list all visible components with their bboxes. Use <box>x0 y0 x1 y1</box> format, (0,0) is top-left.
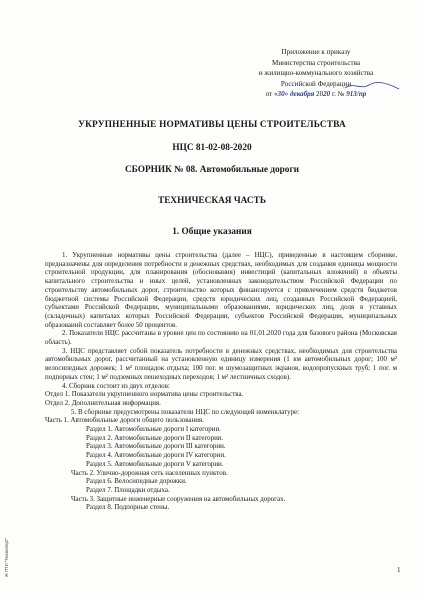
list-item: 5. В сборнике предусмотрены показатели НЦС по следующей номенклатуре: <box>71 407 300 416</box>
list-item: Раздел 6. Велосипедные дорожки. <box>86 477 187 486</box>
page-number: 1 <box>397 566 401 574</box>
document-body <box>45 251 397 512</box>
document-code: НЦС 81-02-08-2020 <box>172 143 252 153</box>
date-prefix: от « <box>265 90 278 99</box>
list-item: Часть 1. Автомобильные дороги общего пользования. <box>45 416 204 425</box>
year-suffix: г. № <box>330 90 345 99</box>
paragraph-2: 2. Показатели НЦС рассчитаны в уровне цен по состоянию на 01.01.2020 года для базового района (Московская область). <box>45 329 397 347</box>
document-main-title: УКРУПНЕННЫЕ НОРМАТИВЫ ЦЕНЫ СТРОИТЕЛЬСТВА <box>78 120 346 130</box>
approval-line-1: Приложение к приказу <box>281 48 351 56</box>
collection-title: СБОРНИК № 08. Автомобильные дороги <box>124 165 300 175</box>
section-title: 1. Общие указания <box>172 227 252 237</box>
paragraph-3: 3. НЦС представляет собой показатель потребности в денежных средствах, необходимых для строительства автомобильных дорог, рассчитанный на установленную единицу измерения (1 км автомобильных дорог; 100 м² велосипедных дорожек; 1 м² площадок отдыха; 100 пог. м шумозащитных экранов, водопропускных труб; 1 пог. м подпорных стен; 1 м² подземных пешеходных переходов; 1 м² лестничных сходов). <box>45 346 397 381</box>
list-item: Отдел 1. Показатели укрупненного норматива цены строительства. <box>45 390 244 399</box>
part-title: ТЕХНИЧЕСКАЯ ЧАСТЬ <box>158 196 266 206</box>
list-item: Раздел 7. Площадки отдыха. <box>86 485 170 494</box>
signature-stroke-icon <box>343 81 403 91</box>
list-item: Отдел 2. Дополнительная информация. <box>45 398 161 407</box>
list-item: Раздел 1. Автомобильные дороги I категории. <box>86 425 221 434</box>
paragraph-4: 4. Сборник состоит из двух отделов: <box>62 381 170 390</box>
handwritten-month: декабря <box>289 90 315 99</box>
list-item: Часть 3. Защитные инженерные сооружения на автомобильных дорогах. <box>71 494 286 503</box>
approval-line-3: и жилищно-коммунального хозяйства <box>258 69 374 78</box>
list-item: Раздел 8. Подпорные стены. <box>86 503 170 512</box>
date-mid: » <box>284 90 289 99</box>
handwritten-day: 30 <box>277 90 285 99</box>
handwritten-order-number: 913/пр <box>346 90 367 99</box>
year-prefix: 20 <box>316 90 324 99</box>
list-item: Раздел 5. Автомобильные дороги V категории. <box>86 459 224 468</box>
list-item: Раздел 3. Автомобильные дороги III категории. <box>86 442 226 451</box>
approval-line-2: Министерства строительства <box>272 58 360 67</box>
list-item: Раздел 4. Автомобильные дороги IV категории. <box>86 451 226 460</box>
approval-line-4: Российской Федерации <box>280 79 352 88</box>
paragraph-1: 1. Укрупненные нормативы цены строительства (далее – НЦС), приведенные в настоящем сборнике, предназначены для определения потребности в денежных средствах, необходимых для создания единицы мощности строительной продукции, для планирования (обоснования) инвестиций (капитальных вложений) в объекты капитального строительства и иных целей, установленных законодательством Российской Федерации по строительству автомобильных дорог, строительство которых финансируется с привлечением средств бюджетов бюджетной системы Российской Федерации, средств юридических лиц, созданных Российской Федерацией, субъектами Российской Федерации, муниципальными образованиями, юридических лиц, доля в уставных (складочных) капиталах которых Российской Федерации, субъектов Российской Федерации, муниципальных образований составляет более 50 процентов. <box>45 251 397 329</box>
list-item: Часть 2. Улично-дорожная сеть населенных пунктов. <box>71 468 228 477</box>
list-item: Раздел 2. Автомобильные дороги II категории. <box>86 433 224 442</box>
handwritten-year: 20 <box>323 90 331 99</box>
approval-block <box>231 47 401 100</box>
side-watermark: Ж ПТИ "Техэксперт" <box>4 537 9 577</box>
